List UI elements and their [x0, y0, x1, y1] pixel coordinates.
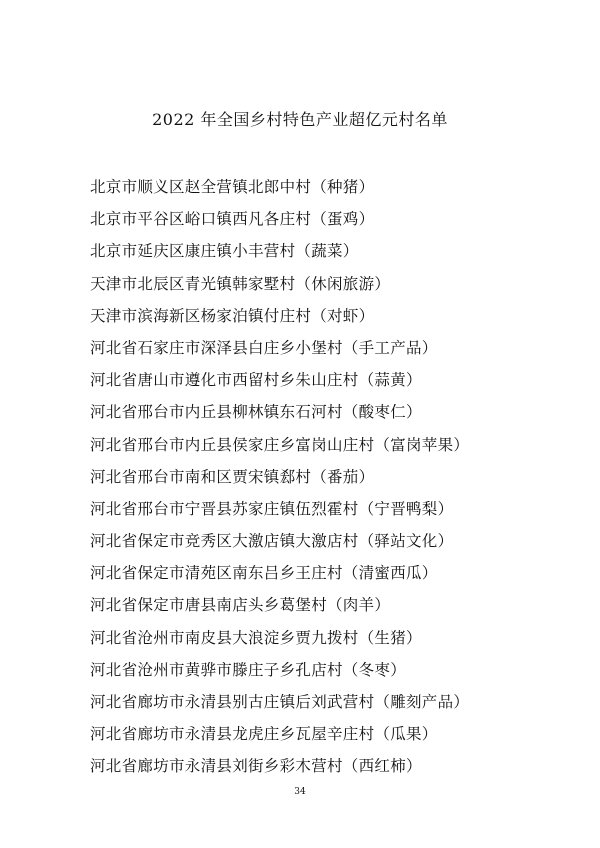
- list-item: 河北省廊坊市永清县别古庄镇后刘武营村（雕刻产品）: [90, 693, 470, 711]
- list-item: 河北省邢台市南和区贾宋镇郄村（番茄）: [90, 467, 375, 486]
- list-item: 天津市滨海新区杨家泊镇付庄村（对虾）: [90, 306, 375, 325]
- list-item: 河北省廊坊市永清县龙虎庄乡瓦屋辛庄村（瓜果）: [90, 725, 438, 744]
- list-item: 北京市平谷区峪口镇西凡各庄村（蛋鸡）: [90, 210, 375, 229]
- list-item: 河北省保定市唐县南店头乡葛堡村（肉羊）: [90, 596, 391, 615]
- list-item: 河北省唐山市遵化市西留村乡朱山庄村（蒜黄）: [90, 371, 422, 390]
- list-item: 河北省石家庄市深泽县白庄乡小堡村（手工产品）: [90, 338, 438, 357]
- list-item: 河北省保定市清苑区南东吕乡王庄村（清蜜西瓜）: [90, 564, 438, 583]
- page-title: 2022 年全国乡村特色产业超亿元村名单: [152, 110, 448, 129]
- list-item: 河北省保定市竞秀区大激店镇大激店村（驿站文化）: [90, 532, 454, 551]
- village-list: [90, 171, 469, 783]
- list-item: 北京市顺义区赵全营镇北郎中村（种猪）: [90, 178, 375, 196]
- list-item: 河北省邢台市宁晋县苏家庄镇伍烈霍村（宁晋鸭梨）: [90, 499, 454, 518]
- list-item: 河北省邢台市内丘县柳林镇东石河村（酸枣仁）: [90, 403, 422, 422]
- list-item: 天津市北辰区青光镇韩家墅村（休闲旅游）: [90, 274, 391, 293]
- list-item: 河北省沧州市南皮县大浪淀乡贾九拨村（生猪）: [90, 628, 422, 647]
- page-number: 34: [294, 787, 306, 797]
- list-item: 北京市延庆区康庄镇小丰营村（蔬菜）: [90, 242, 359, 261]
- list-item: 河北省沧州市黄骅市滕庄子乡孔店村（冬枣）: [90, 660, 407, 679]
- list-item: 河北省邢台市内丘县侯家庄乡富岗山庄村（富岗苹果）: [90, 435, 470, 454]
- list-item: 河北省廊坊市永清县刘街乡彩木营村（西红柿）: [90, 757, 422, 776]
